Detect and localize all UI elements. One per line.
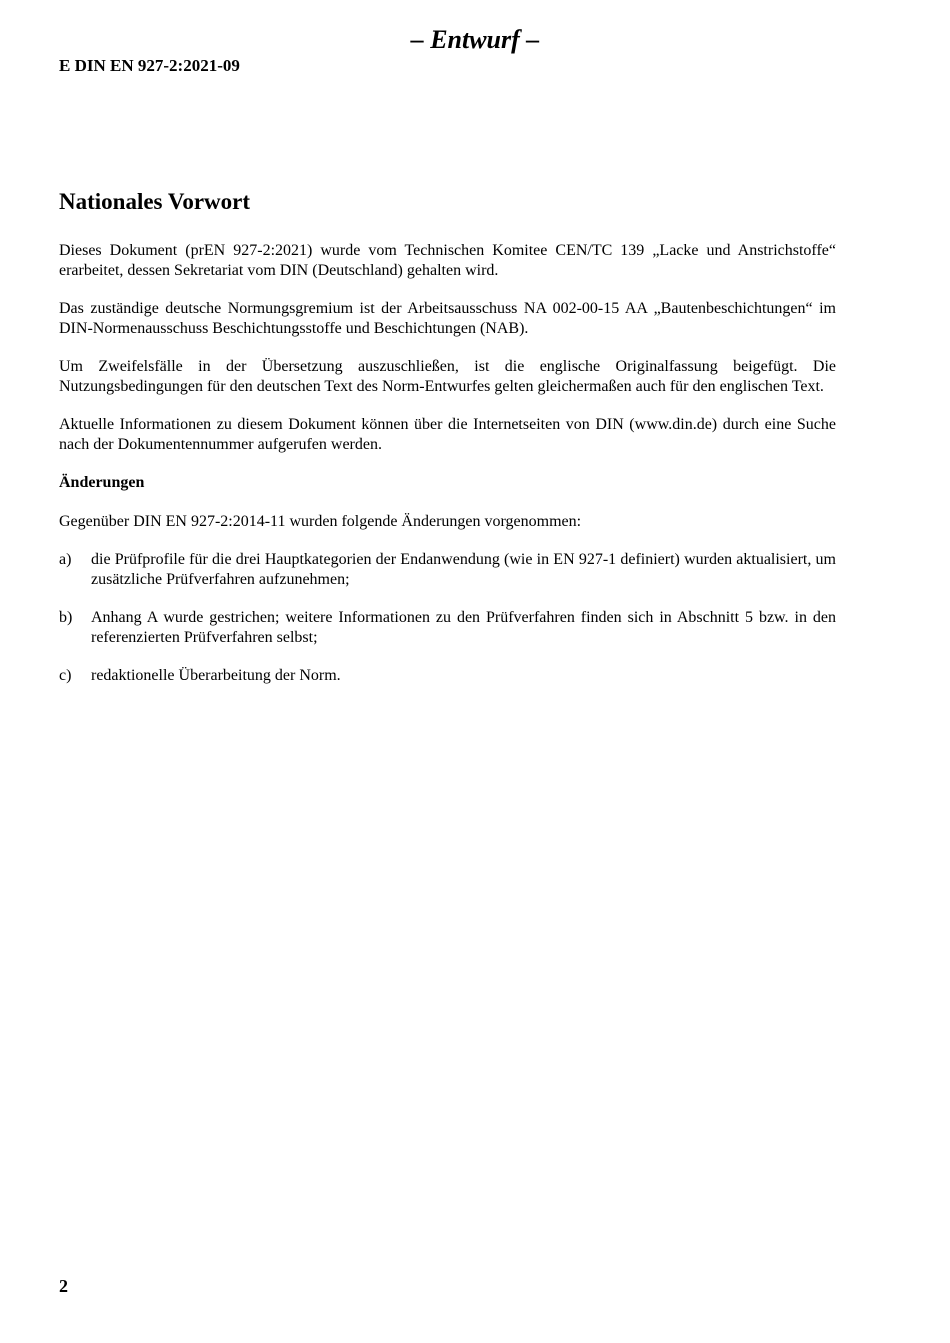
draft-watermark-title: – Entwurf – bbox=[410, 25, 540, 54]
document-identifier: E DIN EN 927-2:2021-09 bbox=[59, 56, 240, 75]
changes-heading: Änderungen bbox=[59, 474, 145, 491]
changes-list bbox=[59, 550, 836, 686]
list-item-text: redaktionelle Überarbeitung der Norm. bbox=[91, 667, 341, 684]
list-item bbox=[59, 608, 836, 647]
list-marker: b) bbox=[59, 609, 73, 626]
list-item-text: Anhang A wurde gestrichen; weitere Informationen zu den Prüfverfahren finden sich in Abschnitt 5 bzw. in den referenzierten Prüfverfahren selbst; bbox=[91, 609, 836, 646]
list-marker: c) bbox=[59, 667, 72, 684]
section-title: Nationales Vorwort bbox=[59, 189, 251, 214]
list-marker: a) bbox=[59, 551, 72, 568]
foreword-paragraph: Das zuständige deutsche Normungsgremium ist der Arbeitsausschuss NA 002-00-15 AA „Bautenbeschichtungen“ im DIN-Normenausschuss Beschichtungsstoffe und Beschichtungen (NAB). bbox=[59, 300, 836, 337]
list-item bbox=[59, 666, 836, 686]
foreword-paragraph: Dieses Dokument (prEN 927-2:2021) wurde vom Technischen Komitee CEN/TC 139 „Lacke und Anstrichstoffe“ erarbeitet, dessen Sekretariat vom DIN (Deutschland) gehalten wird. bbox=[59, 242, 836, 279]
foreword-paragraph: Um Zweifelsfälle in der Übersetzung auszuschließen, ist die englische Originalfassung beigefügt. Die Nutzungsbedingungen für den deutschen Text des Norm-Entwurfes gelten gleichermaßen auch für den englischen Text. bbox=[59, 358, 836, 395]
foreword-paragraph: Aktuelle Informationen zu diesem Dokument können über die Internetseiten von DIN (www.din.de) durch eine Suche nach der Dokumentennummer aufgerufen werden. bbox=[59, 416, 836, 453]
page-content bbox=[59, 188, 836, 705]
page-number: 2 bbox=[59, 1276, 68, 1296]
changes-intro: Gegenüber DIN EN 927-2:2014-11 wurden folgende Änderungen vorgenommen: bbox=[59, 512, 582, 530]
list-item-text: die Prüfprofile für die drei Hauptkategorien der Endanwendung (wie in EN 927-1 definiert) wurden aktualisiert, um zusätzliche Prüfverfahren aufzunehmen; bbox=[91, 551, 836, 588]
list-item bbox=[59, 550, 836, 589]
